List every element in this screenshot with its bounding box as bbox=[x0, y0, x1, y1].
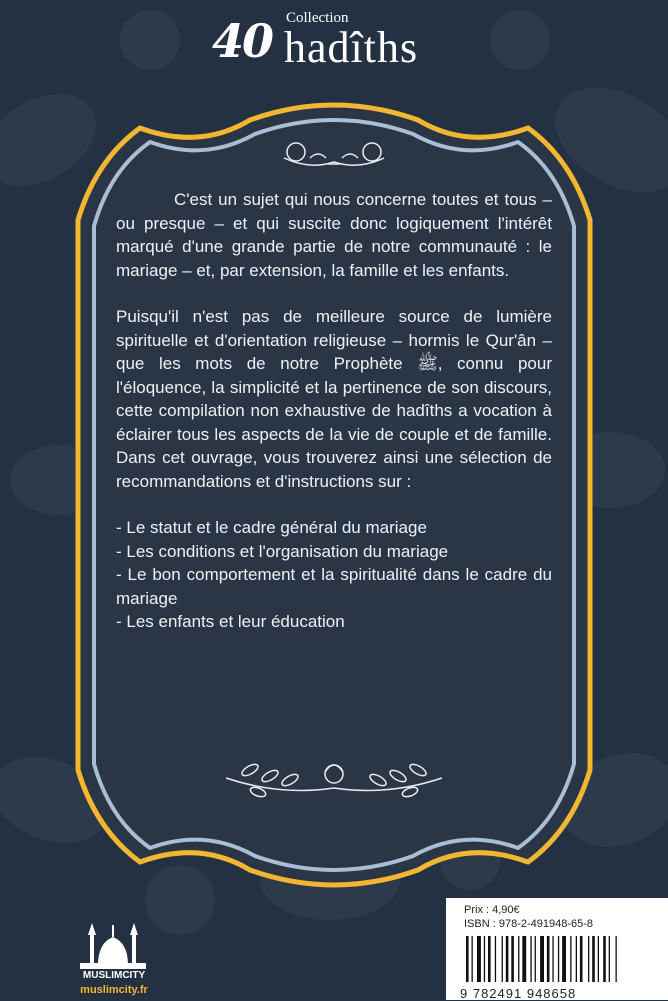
barcode-bar bbox=[558, 936, 559, 982]
barcode-bar bbox=[502, 936, 503, 982]
barcode-bar bbox=[495, 936, 496, 982]
intro-paragraph: C'est un sujet qui nous concerne toutes et tous – ou presque – et qui suscite donc logiquement l'intérêt marqué d'une grande partie de notre communauté : le mariage – et, par extension, la famille et les enfants. bbox=[116, 190, 552, 280]
barcode-bar bbox=[511, 936, 514, 982]
barcode-bar bbox=[466, 936, 469, 982]
barcode-bar bbox=[535, 936, 536, 982]
barcode-bar bbox=[522, 936, 526, 982]
barcode-label bbox=[446, 898, 668, 1000]
body-paragraph: Puisqu'il n'est pas de meilleure source de lumière spirituelle et d'orientation religieuse – hormis le Qur'ân – que les mots de notre Prophète ﷺ, connu pour l'éloquence, la simplicité et la pertinence de son discours, cette compilation non exhaustive de hadîths a vocation à éclairer tous les aspects de la vie de couple et de famille. Dans cet ouvrage, vous trouverez ainsi une sélection de recommandations et d'instructions sur : bbox=[116, 307, 552, 491]
barcode-bar bbox=[562, 936, 566, 982]
description-panel bbox=[116, 188, 552, 634]
barcode-bar bbox=[616, 936, 617, 982]
barcode-bar bbox=[477, 936, 481, 982]
barcode-bar bbox=[518, 936, 519, 982]
list-item: - Le bon comportement et la spiritualité dans le cadre du mariage bbox=[116, 565, 552, 608]
barcode-bar bbox=[472, 936, 473, 982]
barcode-bar bbox=[598, 936, 599, 982]
barcode-bar bbox=[588, 936, 589, 982]
barcode-bar bbox=[552, 936, 553, 982]
barcode-bar bbox=[570, 936, 571, 982]
barcode-bars bbox=[464, 936, 654, 984]
barcode-bar bbox=[547, 936, 550, 982]
barcode-bar bbox=[576, 936, 577, 982]
barcode-bar bbox=[540, 936, 544, 982]
barcode-bar bbox=[592, 936, 595, 982]
logo-series-title: hadîths bbox=[284, 23, 419, 72]
barcode-bar bbox=[580, 936, 583, 982]
barcode-bar bbox=[609, 936, 610, 982]
publisher-url: muslimcity.fr bbox=[80, 984, 148, 996]
logo-collection-label: Collection bbox=[286, 10, 349, 26]
barcode-bar bbox=[488, 936, 491, 982]
list-item: - Le statut et le cadre général du mariage bbox=[116, 518, 427, 537]
barcode-digits: 9 782491 948658 bbox=[460, 986, 577, 1001]
price-text: Prix : 4,90€ bbox=[464, 904, 520, 916]
list-item: - Les enfants et leur éducation bbox=[116, 612, 345, 631]
isbn-text: ISBN : 978-2-491948-65-8 bbox=[464, 918, 594, 930]
publisher-name: MUSLIMCITY bbox=[82, 970, 146, 981]
barcode-bar bbox=[484, 936, 485, 982]
barcode-bar bbox=[603, 936, 606, 982]
list-item: - Les conditions et l'organisation du mariage bbox=[116, 541, 449, 561]
logo-number: 40 bbox=[212, 14, 273, 68]
barcode-bar bbox=[506, 936, 509, 982]
barcode-bar bbox=[530, 936, 531, 982]
